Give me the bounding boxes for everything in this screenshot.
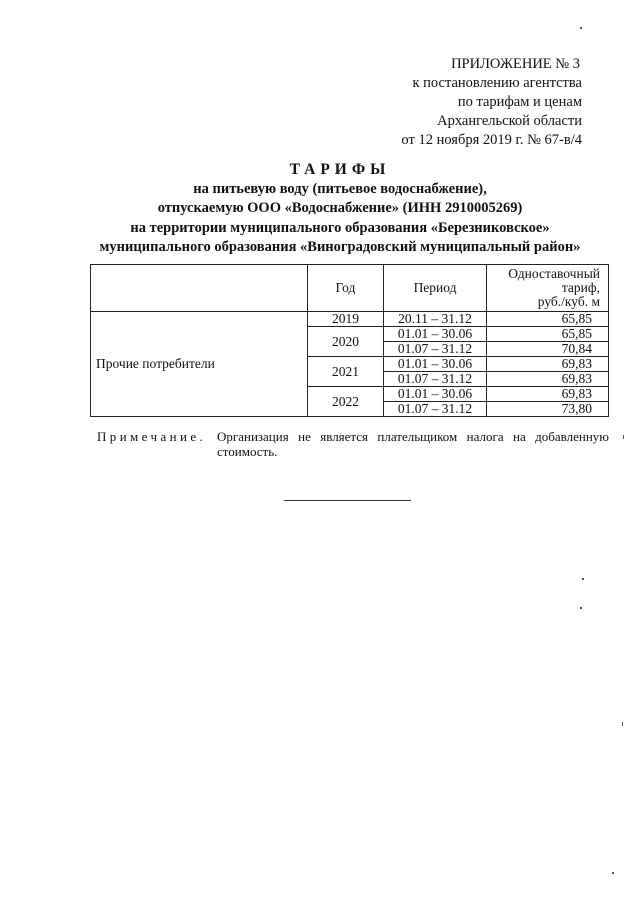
document-title: [60, 160, 620, 258]
tariff-cell: 70,84: [486, 342, 608, 357]
scan-speck: [580, 607, 582, 609]
header-tariff-line1: Одноставочный: [508, 266, 600, 281]
scan-speck: [582, 578, 584, 580]
title-line-company: отпускаемую ООО «Водоснабжение» (ИНН 2910005269): [157, 200, 523, 216]
table-row: [91, 312, 609, 327]
year-cell: 2019: [307, 312, 384, 327]
tariff-cell: 69,83: [486, 372, 608, 387]
period-cell: 20.11 – 31.12: [384, 312, 487, 327]
scan-speck: [622, 722, 623, 726]
note: [97, 429, 609, 459]
scan-speck: [580, 27, 582, 29]
appendix-line-resolution: к постановлению агентства: [412, 75, 582, 91]
consumer-cell: Прочие потребители: [91, 312, 308, 417]
period-cell: 01.01 – 30.06: [384, 357, 487, 372]
header-period: Период: [384, 265, 487, 312]
period-cell: 01.07 – 31.12: [384, 372, 487, 387]
note-label: Примечание.: [97, 429, 207, 444]
appendix-line-region: Архангельской области: [437, 113, 582, 129]
appendix-line-date: от 12 ноября 2019 г. № 67-в/4: [401, 132, 582, 148]
scan-speck: [612, 872, 614, 874]
title-main: ТАРИФЫ: [289, 161, 391, 178]
tariff-cell: 69,83: [486, 387, 608, 402]
period-cell: 01.01 – 30.06: [384, 387, 487, 402]
tariff-cell: 73,80: [486, 402, 608, 417]
table-header-row: [91, 265, 609, 312]
note-text: Организация не является плательщиком налога на добавленную стоимость.: [217, 429, 609, 459]
tariff-cell: 65,85: [486, 327, 608, 342]
header-tariff-line3: руб./куб. м: [537, 294, 600, 309]
title-line-district: муниципального образования «Виноградовский муниципальный район»: [99, 239, 581, 255]
closing-divider: [284, 500, 411, 501]
title-line-territory: на территории муниципального образования «Березниковское»: [130, 219, 550, 236]
tariff-cell: 65,85: [486, 312, 608, 327]
year-cell: 2020: [307, 327, 384, 357]
header-tariff-line2: тариф,: [561, 280, 600, 295]
appendix-number: ПРИЛОЖЕНИЕ № 3: [451, 56, 580, 72]
header-year: Год: [307, 265, 384, 312]
tariff-table: [90, 264, 609, 417]
year-cell: 2022: [307, 387, 384, 417]
period-cell: 01.07 – 31.12: [384, 342, 487, 357]
scan-speck: [623, 435, 624, 439]
period-cell: 01.07 – 31.12: [384, 402, 487, 417]
appendix-header: [282, 55, 582, 150]
period-cell: 01.01 – 30.06: [384, 327, 487, 342]
tariff-cell: 69,83: [486, 357, 608, 372]
header-tariff: [486, 265, 608, 312]
header-consumer: [91, 265, 308, 312]
title-line-water: на питьевую воду (питьевое водоснабжение),: [193, 180, 487, 197]
year-cell: 2021: [307, 357, 384, 387]
appendix-line-agency: по тарифам и ценам: [457, 94, 582, 110]
